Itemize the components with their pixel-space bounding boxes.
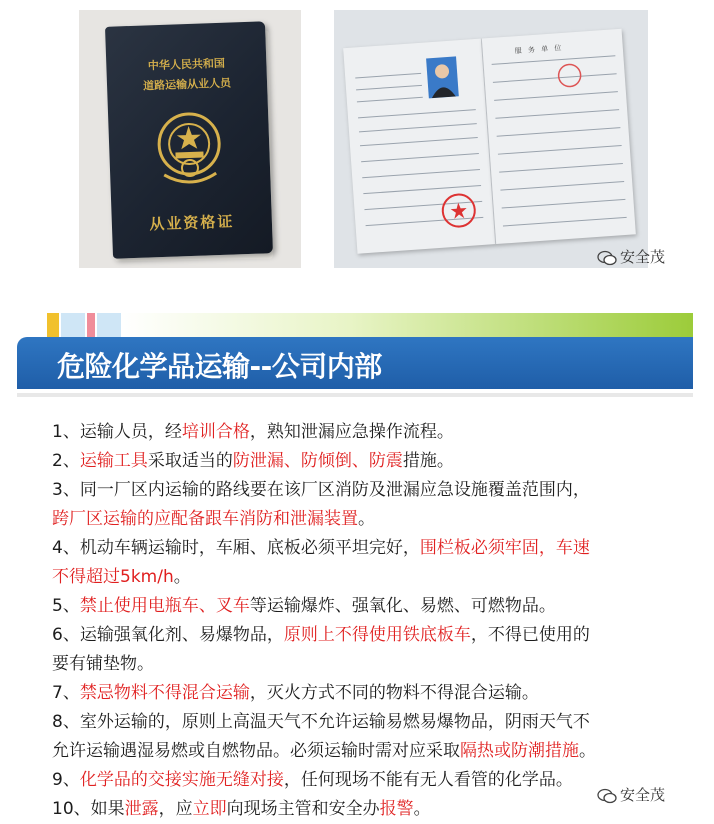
rule-line: [52, 447, 664, 476]
rule-text: ，任何现场不能有无人看管的化学品。: [283, 770, 573, 790]
rule-line: [52, 679, 664, 708]
rule-line: [52, 534, 664, 563]
service-unit-page: [482, 29, 636, 244]
certificate-inside-photo: [334, 10, 648, 268]
highlight-text: 禁忌物料不得混合运输: [79, 683, 250, 703]
rule-text: 向现场主管和安全办: [226, 799, 380, 819]
highlight-text: 围栏板必须牢固，车速: [419, 538, 590, 558]
rule-text: 10、如果: [52, 799, 125, 819]
highlight-text: 立即: [192, 799, 227, 819]
rule-line: [52, 766, 664, 795]
banner-strip-green: [121, 313, 693, 337]
rule-line: [52, 418, 664, 447]
section-title: 危险化学品运输--公司内部: [57, 350, 382, 383]
rule-text: 2、: [52, 451, 80, 471]
person-icon: [426, 56, 459, 98]
rule-line: [52, 621, 664, 650]
rule-text: 采取适当的: [147, 451, 233, 471]
rule-text: 。: [173, 567, 191, 587]
rule-text: 等运输爆炸、强氧化、易燃、可燃物品。: [249, 596, 556, 616]
cover-title: 从业资格证: [149, 212, 235, 234]
rule-text: 5、: [52, 596, 80, 616]
national-emblem-icon: [152, 107, 227, 189]
title-bar: [17, 337, 693, 389]
rule-text: 8、室外运输的，原则上高温天气不允许运输易燃易爆物品，阴雨天气不: [52, 712, 590, 732]
service-unit-title: 服 务 单 位: [514, 43, 564, 56]
rule-text: 6、运输强氧化剂、易爆物品，: [52, 625, 284, 645]
rule-text: 3、同一厂区内运输的路线要在该厂区消防及泄漏应急设施覆盖范围内，: [52, 480, 590, 500]
rule-text: ，熟知泄漏应急操作流程。: [249, 422, 454, 442]
highlight-text: 化学品的交接实施无缝对接: [79, 770, 284, 790]
rule-line: [52, 795, 664, 824]
cover-line-2: 道路运输从业人员: [142, 76, 232, 93]
rule-text: 。: [358, 509, 375, 529]
rule-line: [52, 476, 664, 505]
rule-text: 措施。: [402, 451, 454, 471]
rule-text: ，灭火方式不同的物料不得混合运输。: [249, 683, 539, 703]
rule-text: ，不得已使用的: [470, 625, 590, 645]
rule-text: 允许运输遇湿易燃或自燃物品。必须运输时需对应采取: [52, 741, 460, 761]
watermark-text: 安全茂: [620, 786, 666, 804]
highlight-text: 跨厂区运输的应配备跟车消防和泄漏装置: [52, 509, 358, 529]
rule-line: [52, 505, 664, 534]
wechat-icon: [597, 250, 617, 266]
highlight-text: 培训合格: [181, 422, 250, 442]
rule-text: 1、运输人员，经: [52, 422, 182, 442]
highlight-text: 禁止使用电瓶车、叉车: [79, 596, 250, 616]
wechat-icon: [597, 788, 617, 804]
rule-text: 4、机动车辆运输时，车厢、底板必须平坦完好，: [52, 538, 420, 558]
highlight-text: 泄露: [124, 799, 159, 819]
certificate-cover-photo: [79, 10, 301, 268]
rule-text: 。: [413, 799, 431, 819]
rule-line: [52, 737, 664, 766]
open-booklet: [343, 28, 643, 253]
banner-strip-blue-2: [97, 313, 121, 337]
rule-line: [52, 563, 664, 592]
watermark-text: 安全茂: [620, 248, 666, 266]
rule-text: ，应: [158, 799, 193, 819]
section-banner: [17, 313, 693, 397]
cover-line-1: 中华人民共和国: [147, 56, 226, 73]
rule-line: [52, 592, 664, 621]
highlight-text: 防泄漏、防倾倒、防震: [232, 451, 403, 471]
highlight-text: 隔热或防潮措施: [460, 741, 579, 761]
small-seal-icon: [554, 59, 586, 91]
watermark-top: [597, 246, 665, 267]
highlight-text: 报警: [379, 799, 414, 819]
rule-line: [52, 708, 664, 737]
rule-line: [52, 650, 664, 679]
info-page: [343, 39, 496, 254]
highlight-text: 不得超过5km/h: [52, 567, 174, 587]
red-seal-icon: [437, 189, 480, 232]
banner-strip-pink: [87, 313, 95, 337]
rule-text: 9、: [52, 770, 80, 790]
banner-strip-blue: [61, 313, 85, 337]
highlight-text: 原则上不得使用铁底板车: [283, 625, 471, 645]
banner-strip-yellow: [47, 313, 59, 337]
rule-text: 7、: [52, 683, 80, 703]
rules-list: [52, 418, 664, 824]
watermark-bottom: [597, 784, 665, 805]
rule-text: 。: [579, 741, 596, 761]
rule-text: 要有铺垫物。: [52, 654, 154, 674]
banner-underline: [17, 393, 693, 397]
portrait-photo: [426, 56, 459, 98]
highlight-text: 运输工具: [79, 451, 148, 471]
certificate-book: [105, 21, 273, 258]
